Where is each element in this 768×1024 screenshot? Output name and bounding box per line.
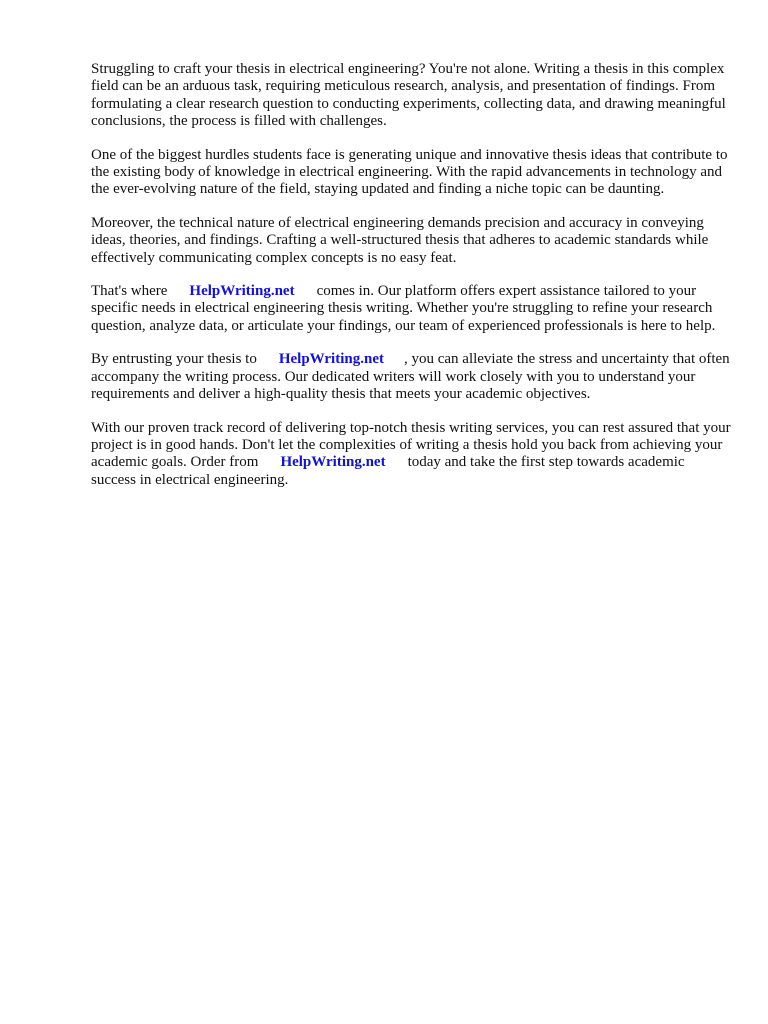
paragraph-technical-nature: Moreover, the technical nature of electrical engineering demands precision and accuracy in conveying ideas, theories, and findings. Crafting a well-structured thesis that adheres to academic standards while effectively communicating complex concepts is no easy feat. [91, 214, 709, 266]
paragraph-closing [91, 420, 731, 490]
paragraph-text-after-link: , you can alleviate the stress and uncertainty that often accompany the writing process. Our dedicated writers will work closely with you to understand your requirements and deliver a high-quality thesis that meets your academic objectives. [91, 351, 730, 403]
paragraph-platform [91, 283, 731, 335]
paragraph-text-before-link: That's where [91, 283, 168, 300]
paragraph-text-before-link: With our proven track record of delivering top-notch thesis writing services, you can rest assured that your project is in good hands. Don't let the complexities of writing a thesis hold you back from achieving your academic goals. Order from [91, 419, 731, 471]
paragraph-entrusting [91, 351, 731, 403]
helpwriting-link[interactable]: HelpWriting.net [189, 283, 295, 300]
document-body [91, 61, 731, 505]
paragraph-text-before-link: By entrusting your thesis to [91, 351, 257, 368]
paragraph-text-after-link: comes in. Our platform offers expert assistance tailored to your specific needs in electrical engineering thesis writing. Whether you're struggling to refine your research question, analyze data, or articulate your findings, our team of experienced professionals is here to help. [91, 283, 716, 334]
paragraph-text-after-link: today and take the first step towards academic success in electrical engineering. [91, 454, 685, 488]
paragraph-intro: Struggling to craft your thesis in electrical engineering? You're not alone. Writing a thesis in this complex field can be an arduous task, requiring meticulous research, analysis, and presentation of findings. From formulating a clear research question to conducting experiments, collecting data, and drawing meaningful conclusions, the process is filled with challenges. [91, 61, 726, 130]
helpwriting-link[interactable]: HelpWriting.net [280, 454, 386, 471]
paragraph-hurdles: One of the biggest hurdles students face is generating unique and innovative thesis ideas that contribute to the existing body of knowledge in electrical engineering. With the rapid advancements in technology and the ever-evolving nature of the field, staying updated and finding a niche topic can be daunting. [91, 146, 728, 198]
helpwriting-link[interactable]: HelpWriting.net [278, 351, 384, 368]
